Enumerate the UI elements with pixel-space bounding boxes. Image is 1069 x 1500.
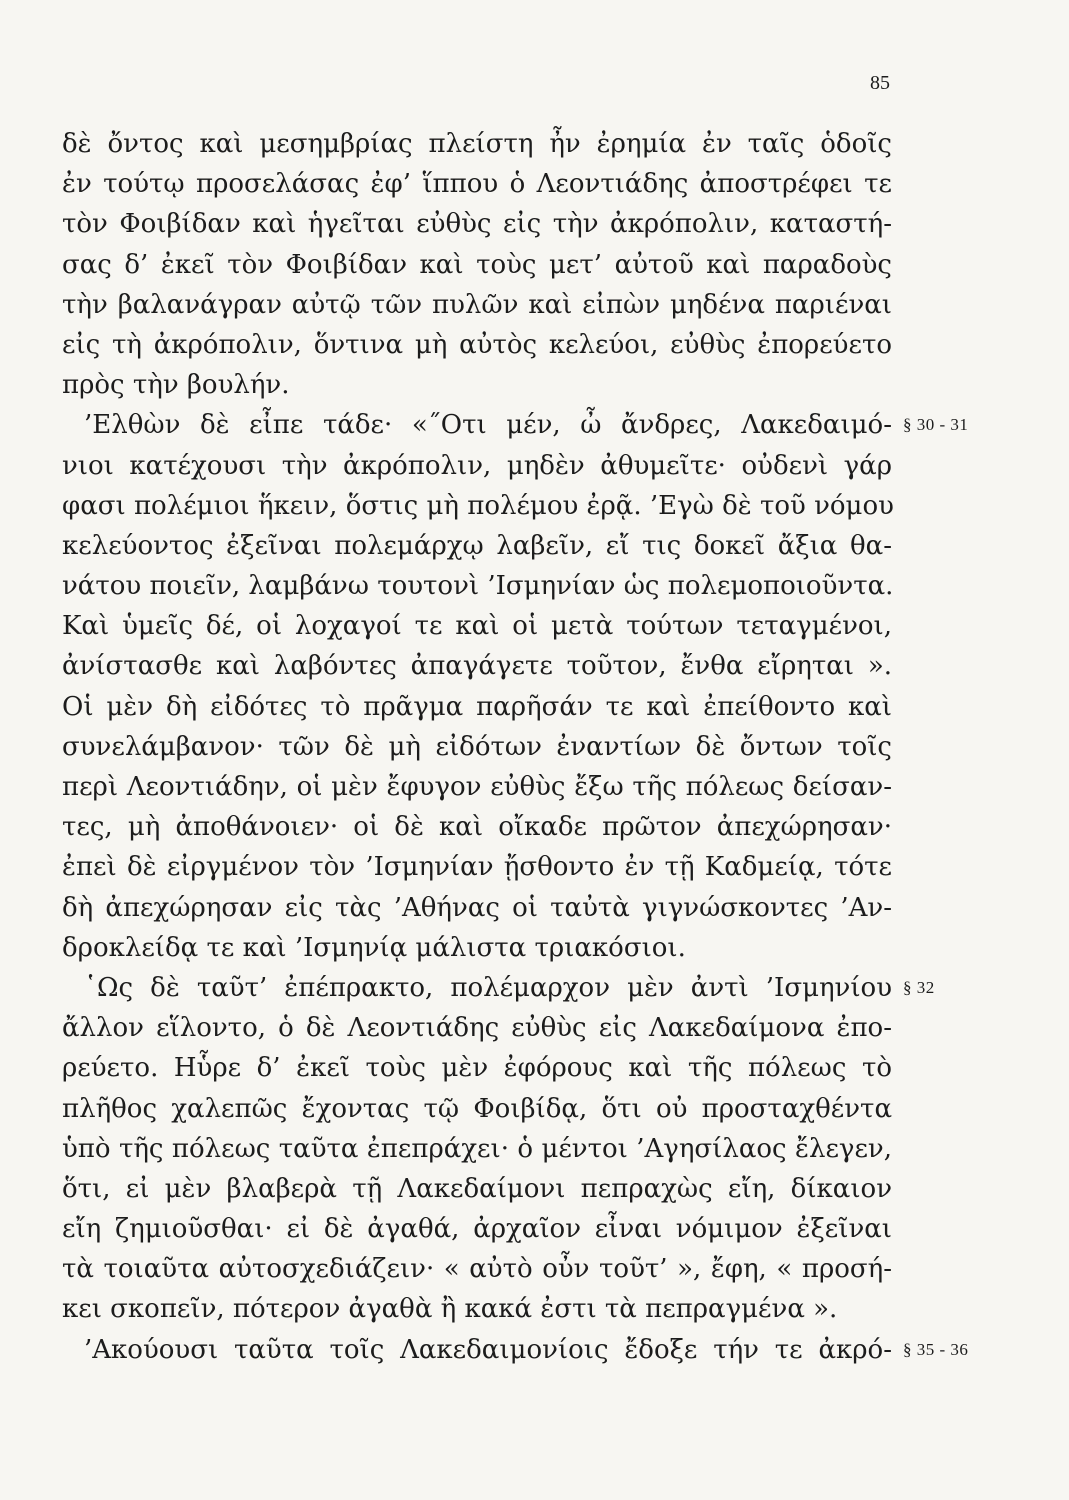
text-line: εἴη ζημιοῦσθαι· εἰ δὲ ἀγαθά, ἀρχαῖον εἶναι νόμιμον ἐξεῖναι [62,1214,892,1245]
text-line: δὴ ἀπεχώρησαν εἰς τὰς ’Αθήνας οἱ ταὐτὰ γιγνώσκοντες ’Αν- [62,892,892,923]
text-line: συνελάμβανον· τῶν δὲ μὴ εἰδότων ἐναντίων δὲ ὄντων τοῖς [62,731,892,762]
text-line: νάτου ποιεῖν, λαμβάνω τουτονὶ ’Ισμηνίαν ὡς πολεμοποιοῦντα. [62,571,894,602]
text-line: κει σκοπεῖν, πότερον ἀγαθὰ ἢ κακά ἐστι τὰ πεπραγμένα ». [62,1294,838,1325]
text-line: σας δ’ ἐκεῖ τὸν Φοιβίδαν καὶ τοὺς μετ’ αὐτοῦ καὶ παραδοὺς [62,249,892,280]
text-line: κελεύοντος ἐξεῖναι πολεμάρχῳ λαβεῖν, εἴ τις δοκεῖ ἄξια θα- [62,530,892,561]
text-line: ῾Ως δὲ ταῦτ’ ἐπέπρακτο, πολέμαρχον μὲν ἀντὶ ’Ισμηνίου [84,972,892,1003]
text-line: φασι πολέμιοι ἥκειν, ὅστις μὴ πολέμου ἐρᾷ. ’Εγὼ δὲ τοῦ νόμου [62,490,894,521]
page-number: 85 [870,72,890,94]
text-line: ὅτι, εἰ μὲν βλαβερὰ τῇ Λακεδαίμονι πεπραχὼς εἴη, δίκαιον [62,1173,892,1204]
text-line: τὸν Φοιβίδαν καὶ ἡγεῖται εὐθὺς εἰς τὴν ἀκρόπολιν, καταστή- [62,209,892,240]
body-text [62,124,892,1370]
text-line: τες, μὴ ἀποθάνοιεν· οἱ δὲ καὶ οἴκαδε πρῶτον ἀπεχώρησαν· [62,812,892,843]
section-reference: § 30 - 31 [903,415,969,435]
section-reference: § 35 - 36 [903,1340,969,1359]
text-line: ἀνίστασθε καὶ λαβόντες ἀπαγάγετε τοῦτον, ἔνθα εἴρηται ». [62,651,892,682]
text-line: εἰς τὴ ἀκρόπολιν, ὅντινα μὴ αὐτὸς κελεύοι, εὐθὺς ἐπορεύετο [62,329,892,360]
text-line: ’Ελθὼν δὲ εἶπε τάδε· «˝Οτι μέν, ὦ ἄνδρες, Λακεδαιμό- [84,410,892,441]
text-line: πρὸς τὴν βουλήν. [62,370,290,401]
text-line: ’Ακούουσι ταῦτα τοῖς Λακεδαιμονίοις ἔδοξε τήν τε ἀκρό- [84,1334,892,1365]
text-line: Οἱ μὲν δὴ εἰδότες τὸ πρᾶγμα παρῆσάν τε καὶ ἐπείθοντο καὶ [62,691,892,722]
text-line: ὑπὸ τῆς πόλεως ταῦτα ἐπεπράχει· ὁ μέντοι ’Αγησίλαος ἔλεγεν, [62,1133,892,1164]
text-line: ἐπεὶ δὲ εἰργμένον τὸν ’Ισμηνίαν ᾔσθοντο ἐν τῇ Καδμείᾳ, τότε [62,852,892,883]
text-line: δὲ ὄντος καὶ μεσημβρίας πλείστη ἦν ἐρημία ἐν ταῖς ὁδοῖς [62,129,892,159]
text-line: ἐν τούτῳ προσελάσας ἐφ’ ἵππου ὁ Λεοντιάδης ἀποστρέφει τε [62,169,892,200]
text-line: ἄλλον εἵλοντο, ὁ δὲ Λεοντιάδης εὐθὺς εἰς Λακεδαίμονα ἐπο- [62,1013,892,1044]
text-line: πλῆθος χαλεπῶς ἔχοντας τῷ Φοιβίδᾳ, ὅτι οὐ προσταχθέντα [62,1093,892,1124]
text-line: τὰ τοιαῦτα αὐτοσχεδιάζειν· « αὐτὸ οὖν τοῦτ’ », ἔφη, « προσή- [62,1254,892,1285]
text-line: δροκλείδᾳ τε καὶ ’Ισμηνίᾳ μάλιστα τριακόσιοι. [62,932,686,963]
text-line: τὴν βαλανάγραν αὐτῷ τῶν πυλῶν καὶ εἰπὼν μηδένα παριέναι [62,289,892,320]
text-line: Καὶ ὑμεῖς δέ, οἱ λοχαγοί τε καὶ οἱ μετὰ τούτων τεταγμένοι, [62,611,892,642]
section-reference: § 32 [903,978,935,998]
text-line: νιοι κατέχουσι τὴν ἀκρόπολιν, μηδὲν ἀθυμεῖτε· οὐδενὶ γάρ [62,450,892,481]
text-line: περὶ Λεοντιάδην, οἱ μὲν ἔφυγον εὐθὺς ἔξω τῆς πόλεως δείσαν- [62,772,892,802]
text-line: ρεύετο. Ηὗρε δ’ ἐκεῖ τοὺς μὲν ἐφόρους καὶ τῆς πόλεως τὸ [62,1053,892,1084]
